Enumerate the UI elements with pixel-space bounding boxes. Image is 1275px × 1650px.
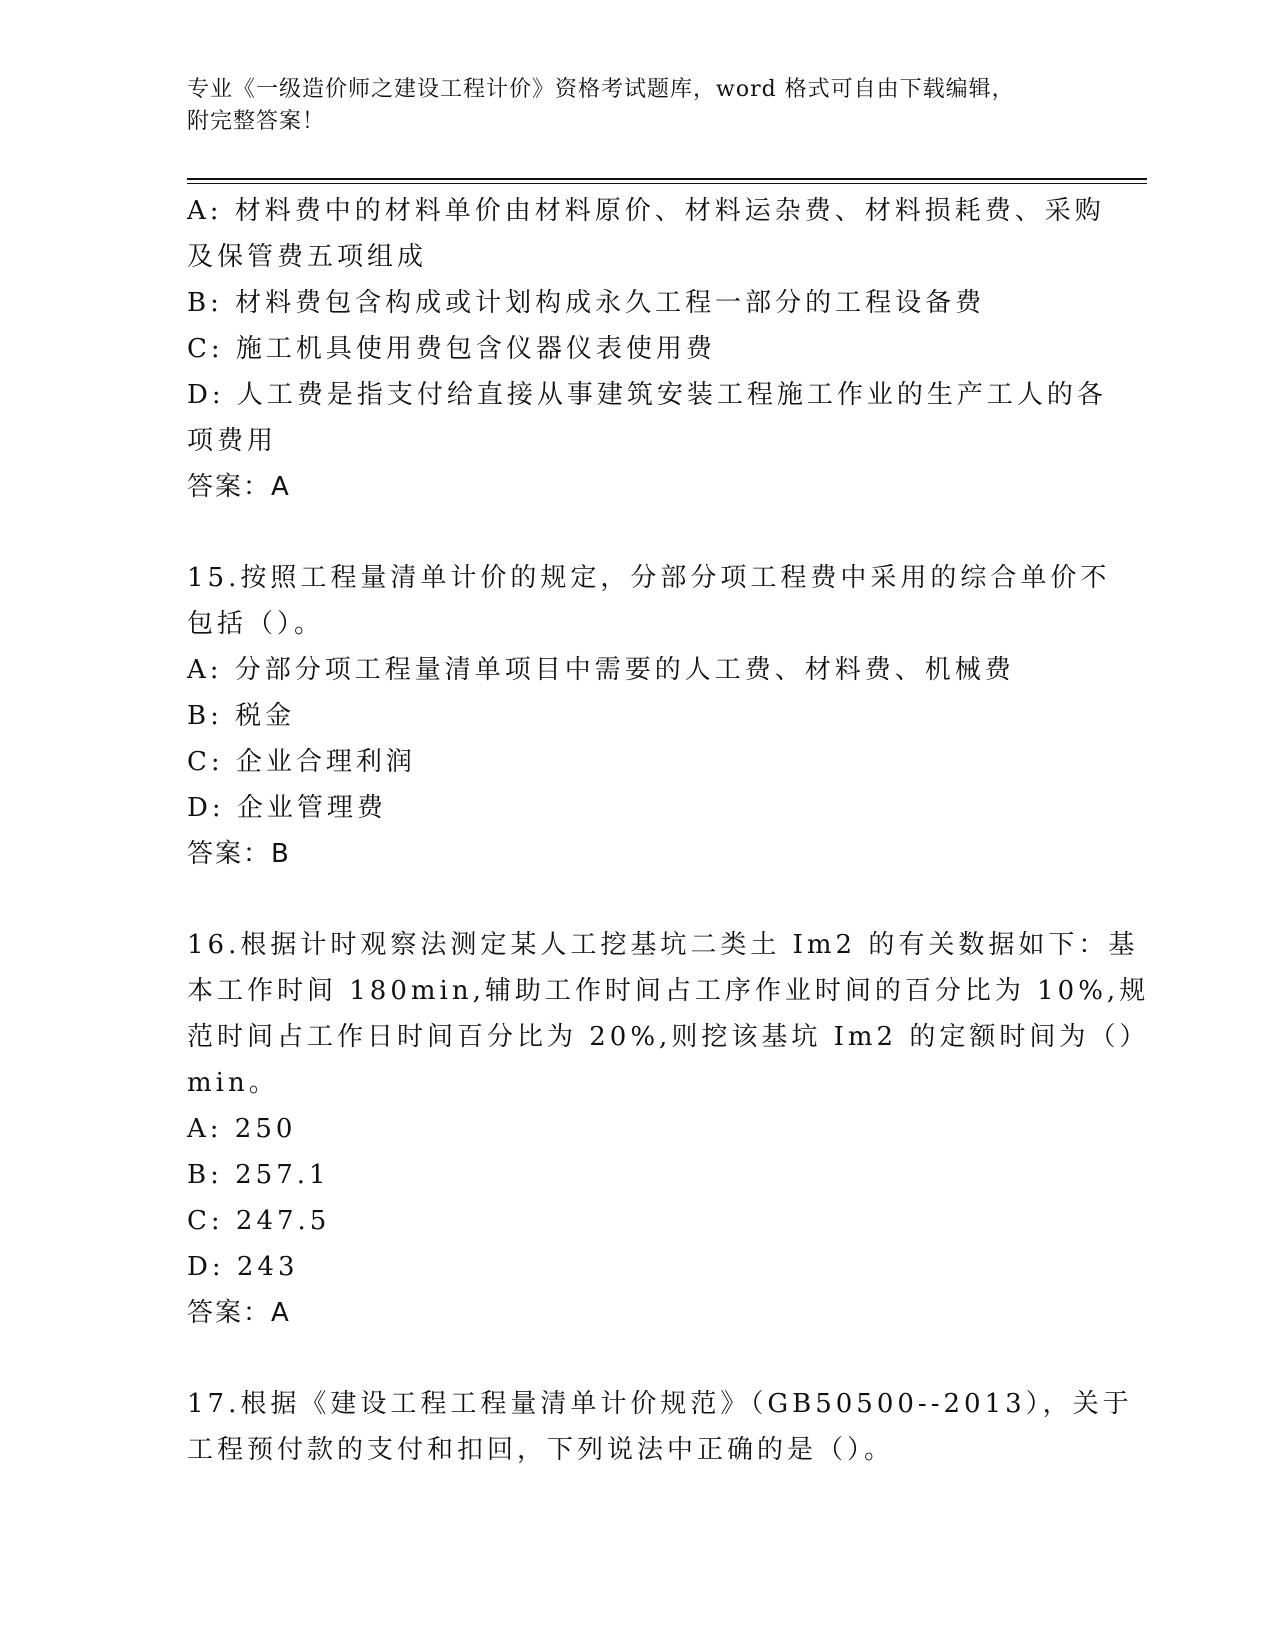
question-text-continuation: 本工作时间 180min,辅助工作时间占工序作业时间的百分比为 10%,规 xyxy=(187,976,1150,1006)
question-14-block xyxy=(187,188,1107,510)
header-divider xyxy=(187,178,1147,180)
document-header xyxy=(187,74,1087,138)
question-text-continuation: 工程预付款的支付和扣回，下列说法中正确的是（）。 xyxy=(187,1435,895,1465)
option-d: D: 243 xyxy=(187,1252,299,1282)
option-b: B: 税金 xyxy=(187,701,296,731)
question-text-continuation: 包括（）。 xyxy=(187,609,325,639)
option-b: B: 材料费包含构成或计划构成永久工程一部分的工程设备费 xyxy=(187,288,986,318)
question-17-block xyxy=(187,1381,1133,1473)
option-c: C: 企业合理利润 xyxy=(187,747,416,777)
spacer xyxy=(187,877,1087,922)
question-text-continuation: 范时间占工作日时间百分比为 20%,则挖该基坑 Im2 的定额时间为（） xyxy=(187,1022,1150,1052)
answer: 答案：A xyxy=(187,472,291,502)
question-text: 15.按照工程量清单计价的规定，分部分项工程费中采用的综合单价不 xyxy=(187,563,1111,593)
option-a: A: 分部分项工程量清单项目中需要的人工费、材料费、机械费 xyxy=(187,655,1015,685)
option-d: D: 企业管理费 xyxy=(187,793,387,823)
question-15-block xyxy=(187,555,1111,877)
question-16-block xyxy=(187,922,1150,1336)
header-line: 专业《一级造价师之建设工程计价》资格考试题库，word 格式可自由下载编辑， xyxy=(187,77,1015,102)
option-d: D: 人工费是指支付给直接从事建筑安装工程施工作业的生产工人的各 xyxy=(187,380,1107,410)
header-divider-thin xyxy=(187,183,1147,184)
spacer xyxy=(187,510,1087,555)
answer: 答案：A xyxy=(187,1298,291,1328)
question-content xyxy=(187,188,1150,1473)
option-a-continuation: 及保管费五项组成 xyxy=(187,242,428,272)
option-c: C: 247.5 xyxy=(187,1206,331,1236)
option-a: A: 250 xyxy=(187,1114,297,1144)
question-text: 16.根据计时观察法测定某人工挖基坑二类土 Im2 的有关数据如下：基 xyxy=(187,930,1139,960)
answer: 答案：B xyxy=(187,839,291,869)
option-d-continuation: 项费用 xyxy=(187,426,278,456)
question-text: 17.根据《建设工程工程量清单计价规范》（GB50500--2013），关于 xyxy=(187,1389,1133,1419)
spacer xyxy=(187,1336,1087,1381)
header-line: 附完整答案！ xyxy=(187,109,326,134)
option-a: A: 材料费中的材料单价由材料原价、材料运杂费、材料损耗费、采购 xyxy=(187,196,1105,226)
option-c: C: 施工机具使用费包含仪器仪表使用费 xyxy=(187,334,716,364)
question-text-continuation: min。 xyxy=(187,1068,279,1098)
option-b: B: 257.1 xyxy=(187,1160,330,1190)
